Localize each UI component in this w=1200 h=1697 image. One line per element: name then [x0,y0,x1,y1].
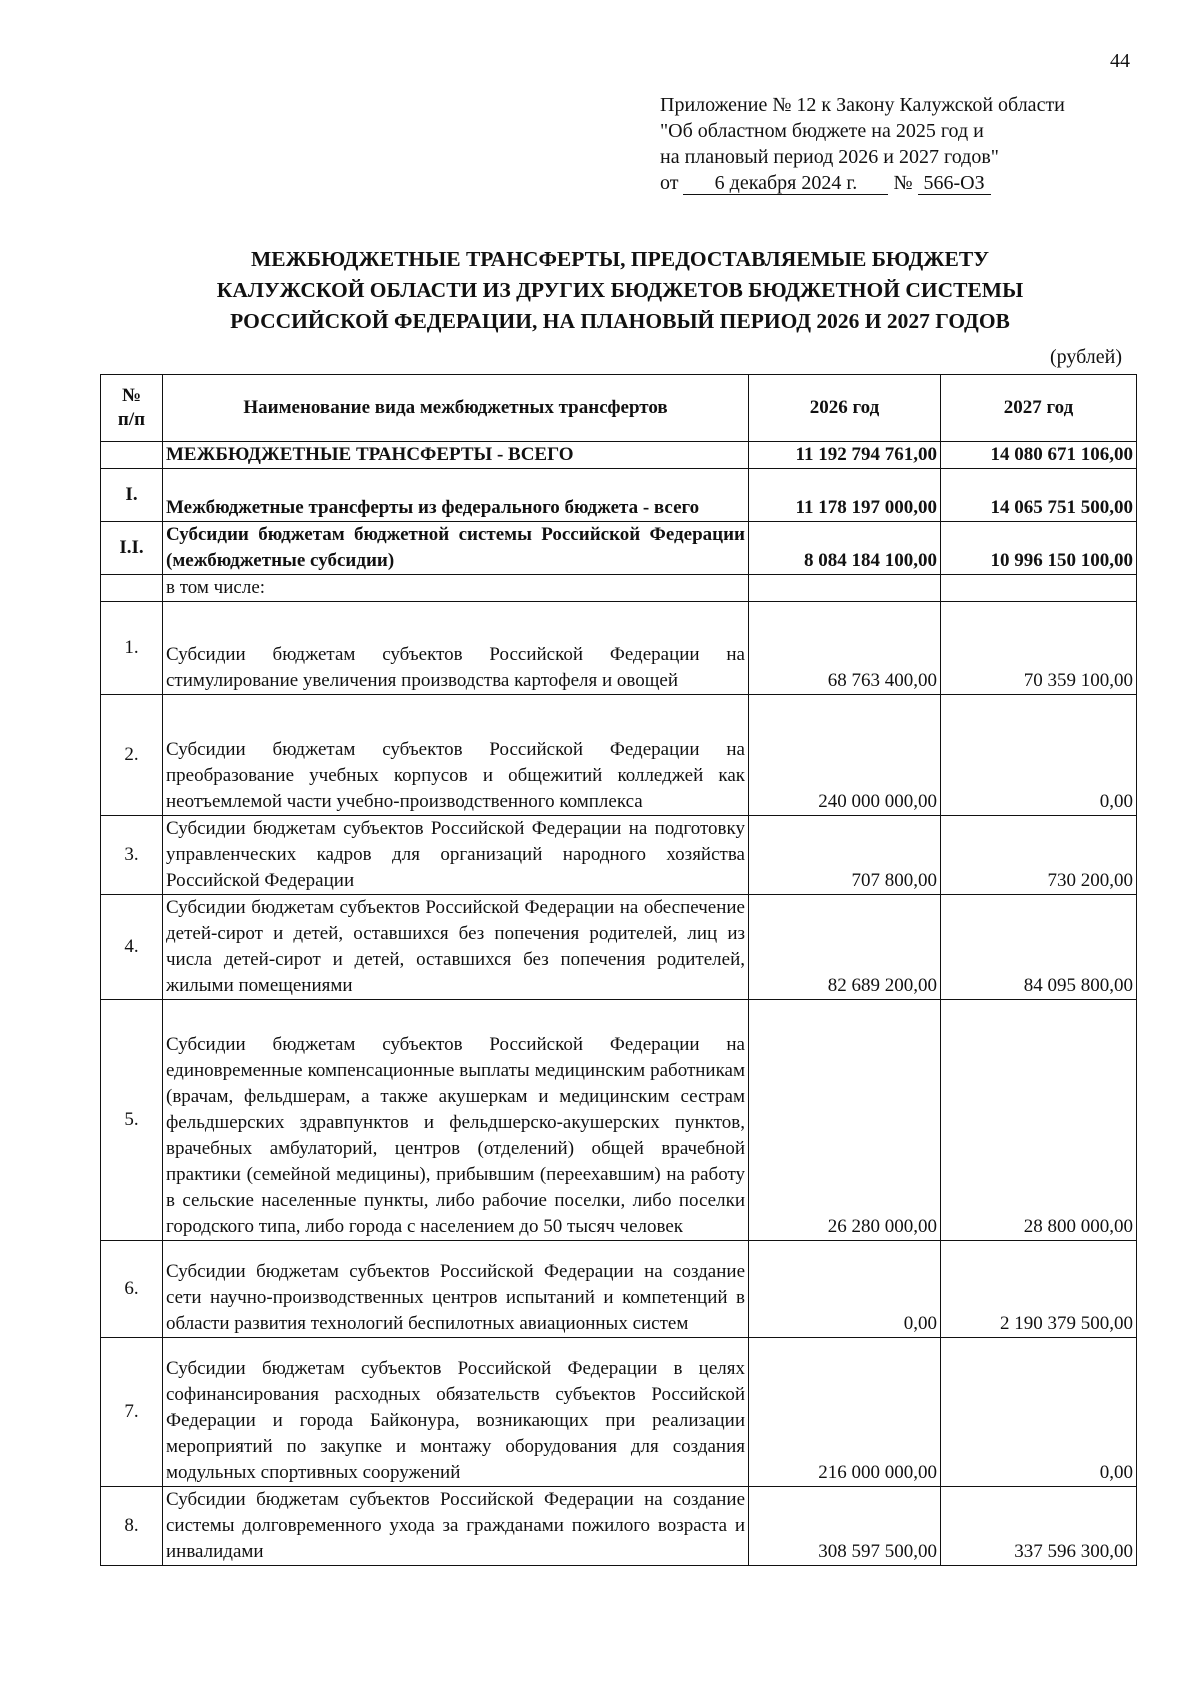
row-number [101,575,163,602]
transfer-name: Субсидии бюджетам субъектов Российской Федерации на преобразование учебных корпусов и общежитий колледжей как неотъемлемой части учебно-производственного комплекса [163,695,749,816]
table-row [101,1338,1137,1487]
value-2027: 0,00 [941,695,1137,816]
value-2026: 707 800,00 [749,816,941,895]
appendix-line-2: "Об областном бюджете на 2025 год и [660,120,984,142]
row-number: 2. [101,695,163,816]
value-2027: 0,00 [941,1338,1137,1487]
transfer-name: Субсидии бюджетам субъектов Российской Федерации на обеспечение детей-сирот и детей, оставшихся без попечения родителей, лиц из числа детей-сирот и детей, оставшихся без попечения родителей, жилыми помещениями [163,895,749,1000]
appendix-note [660,92,1065,196]
value-2027: 84 095 800,00 [941,895,1137,1000]
row-number: 3. [101,816,163,895]
value-2027: 10 996 150 100,00 [941,522,1137,575]
header-num: № п/п [101,375,163,442]
transfer-name: Субсидии бюджетам субъектов Российской Федерации на создание сети научно-производственных центров испытаний и компетенций в области развития технологий беспилотных авиационных систем [163,1241,749,1338]
units-label: (рублей) [1050,346,1123,368]
row-number: 4. [101,895,163,1000]
value-2026: 308 597 500,00 [749,1487,941,1566]
value-2026: 11 178 197 000,00 [749,469,941,522]
value-2027: 730 200,00 [941,816,1137,895]
value-2026: 216 000 000,00 [749,1338,941,1487]
transfer-name: Субсидии бюджетам субъектов Российской Федерации на единовременные компенсационные выплаты медицинским работникам (врачам, фельдшерам, а также акушеркам и медицинским сестрам фельдшерских здравпунктов и фельдшерско-акушерских пунктов, врачебных амбулаторий, центров (отделений) общей врачебной практики (семейной медицины), прибывшим (переехавшим) на работу в сельские населенные пункты, либо рабочие поселки, либо поселки городского типа, либо города с населением до 50 тысяч человек [163,1000,749,1241]
transfers-table [100,374,1137,1566]
appendix-line-3: на плановый период 2026 и 2027 годов" [660,146,999,168]
value-2026: 240 000 000,00 [749,695,941,816]
row-number: I. [101,469,163,522]
value-2026: 11 192 794 761,00 [749,442,941,469]
row-number [101,442,163,469]
table-row [101,1487,1137,1566]
value-2027: 28 800 000,00 [941,1000,1137,1241]
page-number: 44 [1110,50,1130,72]
value-2027 [941,575,1137,602]
table-row [101,895,1137,1000]
table-row [101,1241,1137,1338]
document-title [0,244,1200,337]
table-row [101,602,1137,695]
appendix-line-1: Приложение № 12 к Закону Калужской области [660,94,1065,116]
transfer-name: Субсидии бюджетам субъектов Российской Федерации на создание системы долговременного ухода за гражданами пожилого возраста и инвалидами [163,1487,749,1566]
transfer-name: Субсидии бюджетам субъектов Российской Федерации на подготовку управленческих кадров для организаций народного хозяйства Российской Федерации [163,816,749,895]
header-2027: 2027 год [941,375,1137,442]
transfer-name: МЕЖБЮДЖЕТНЫЕ ТРАНСФЕРТЫ - ВСЕГО [163,442,749,469]
from-label: от [660,172,679,194]
law-date: 6 декабря 2024 г. [683,172,888,195]
header-name: Наименование вида межбюджетных трансфертов [163,375,749,442]
table-row [101,695,1137,816]
value-2027: 14 080 671 106,00 [941,442,1137,469]
table-row [101,816,1137,895]
header-2026: 2026 год [749,375,941,442]
appendix-line-4 [660,170,1065,196]
value-2027: 14 065 751 500,00 [941,469,1137,522]
transfer-name: Субсидии бюджетам субъектов Российской Федерации на стимулирование увеличения производства картофеля и овощей [163,602,749,695]
row-number: 6. [101,1241,163,1338]
table-row [101,522,1137,575]
row-number: 7. [101,1338,163,1487]
row-number: 5. [101,1000,163,1241]
value-2026: 68 763 400,00 [749,602,941,695]
transfer-name: Межбюджетные трансферты из федерального бюджета - всего [163,469,749,522]
row-number: I.I. [101,522,163,575]
title-line-1: МЕЖБЮДЖЕТНЫЕ ТРАНСФЕРТЫ, ПРЕДОСТАВЛЯЕМЫЕ БЮДЖЕТУ [250,247,990,271]
transfer-name: Субсидии бюджетам субъектов Российской Федерации в целях софинансирования расходных обязательств субъектов Российской Федерации и города Байконура, возникающих при реализации мероприятий по закупке и монтажу оборудования для создания модульных спортивных сооружений [163,1338,749,1487]
table-row [101,1000,1137,1241]
value-2026: 8 084 184 100,00 [749,522,941,575]
table-row [101,442,1137,469]
value-2026: 26 280 000,00 [749,1000,941,1241]
title-line-3: РОССИЙСКОЙ ФЕДЕРАЦИИ, НА ПЛАНОВЫЙ ПЕРИОД 2026 И 2027 ГОДОВ [230,309,1010,333]
value-2026: 82 689 200,00 [749,895,941,1000]
row-number: 8. [101,1487,163,1566]
value-2026 [749,575,941,602]
value-2027: 337 596 300,00 [941,1487,1137,1566]
value-2026: 0,00 [749,1241,941,1338]
table-row [101,575,1137,602]
transfer-name: Субсидии бюджетам бюджетной системы Российской Федерации (межбюджетные субсидии) [163,522,749,575]
table-header-row [101,375,1137,442]
transfer-name: в том числе: [163,575,749,602]
number-label: № [893,172,913,194]
title-line-2: КАЛУЖСКОЙ ОБЛАСТИ ИЗ ДРУГИХ БЮДЖЕТОВ БЮДЖЕТНОЙ СИСТЕМЫ [216,278,1024,302]
table-row [101,469,1137,522]
law-number: 566-ОЗ [918,172,991,195]
value-2027: 70 359 100,00 [941,602,1137,695]
value-2027: 2 190 379 500,00 [941,1241,1137,1338]
row-number: 1. [101,602,163,695]
